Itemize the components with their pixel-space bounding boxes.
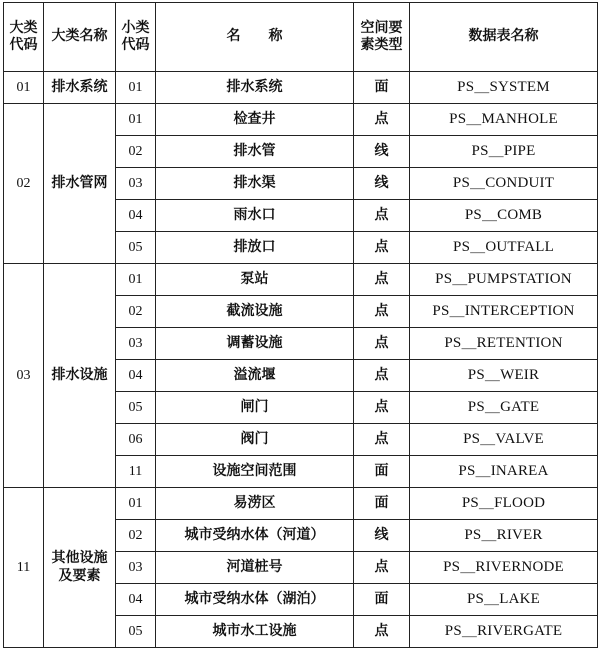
geometry-type-cell: 面 — [354, 72, 410, 104]
geometry-type-cell: 点 — [354, 264, 410, 296]
minor-code-cell: 05 — [116, 232, 156, 264]
table-name-cell: PS＿RETENTION — [410, 328, 598, 360]
geometry-type-cell: 线 — [354, 520, 410, 552]
name-cell: 城市受纳水体（河道） — [156, 520, 354, 552]
name-cell: 阀门 — [156, 424, 354, 456]
header-major-name: 大类名称 — [44, 3, 116, 72]
table-name-cell: PS＿RIVERNODE — [410, 552, 598, 584]
minor-code-cell: 06 — [116, 424, 156, 456]
geometry-type-cell: 点 — [354, 200, 410, 232]
name-cell: 溢流堰 — [156, 360, 354, 392]
geometry-type-cell: 线 — [354, 136, 410, 168]
minor-code-cell: 04 — [116, 360, 156, 392]
geometry-type-cell: 点 — [354, 360, 410, 392]
table-name-cell: PS＿MANHOLE — [410, 104, 598, 136]
name-cell: 检查井 — [156, 104, 354, 136]
table-row — [4, 488, 598, 520]
minor-code-cell: 04 — [116, 200, 156, 232]
geometry-type-cell: 点 — [354, 328, 410, 360]
name-cell: 城市水工设施 — [156, 616, 354, 648]
header-name: 名 称 — [156, 3, 354, 72]
header-minor-code: 小类代码 — [116, 3, 156, 72]
name-cell: 排水管 — [156, 136, 354, 168]
header-major-code: 大类代码 — [4, 3, 44, 72]
name-cell: 调蓄设施 — [156, 328, 354, 360]
table-name-cell: PS＿INAREA — [410, 456, 598, 488]
major-name-cell: 排水设施 — [44, 264, 116, 488]
name-cell: 截流设施 — [156, 296, 354, 328]
name-cell: 设施空间范围 — [156, 456, 354, 488]
major-code-cell: 11 — [4, 488, 44, 648]
minor-code-cell: 03 — [116, 168, 156, 200]
table-name-cell: PS＿SYSTEM — [410, 72, 598, 104]
table-name-cell: PS＿PUMPSTATION — [410, 264, 598, 296]
geometry-type-cell: 线 — [354, 168, 410, 200]
geometry-type-cell: 面 — [354, 456, 410, 488]
minor-code-cell: 02 — [116, 520, 156, 552]
minor-code-cell: 02 — [116, 136, 156, 168]
table-name-cell: PS＿FLOOD — [410, 488, 598, 520]
table-name-cell: PS＿GATE — [410, 392, 598, 424]
minor-code-cell: 02 — [116, 296, 156, 328]
table-row — [4, 104, 598, 136]
table-name-cell: PS＿VALVE — [410, 424, 598, 456]
table-name-cell: PS＿OUTFALL — [410, 232, 598, 264]
minor-code-cell: 01 — [116, 264, 156, 296]
table-name-cell: PS＿COMB — [410, 200, 598, 232]
header-row — [4, 3, 598, 72]
name-cell: 闸门 — [156, 392, 354, 424]
major-name-cell: 排水管网 — [44, 104, 116, 264]
major-name-cell: 排水系统 — [44, 72, 116, 104]
minor-code-cell: 05 — [116, 392, 156, 424]
geometry-type-cell: 面 — [354, 488, 410, 520]
major-code-cell: 01 — [4, 72, 44, 104]
table-name-cell: PS＿PIPE — [410, 136, 598, 168]
minor-code-cell: 03 — [116, 328, 156, 360]
minor-code-cell: 04 — [116, 584, 156, 616]
geometry-type-cell: 点 — [354, 616, 410, 648]
table-name-cell: PS＿WEIR — [410, 360, 598, 392]
table-name-cell: PS＿RIVERGATE — [410, 616, 598, 648]
geometry-type-cell: 面 — [354, 584, 410, 616]
table-name-cell: PS＿CONDUIT — [410, 168, 598, 200]
geometry-type-cell: 点 — [354, 424, 410, 456]
table-name-cell: PS＿INTERCEPTION — [410, 296, 598, 328]
table-name-cell: PS＿RIVER — [410, 520, 598, 552]
table-row — [4, 72, 598, 104]
minor-code-cell: 03 — [116, 552, 156, 584]
table-row — [4, 264, 598, 296]
header-geometry-type: 空间要素类型 — [354, 3, 410, 72]
classification-table — [3, 2, 598, 648]
name-cell: 排水系统 — [156, 72, 354, 104]
geometry-type-cell: 点 — [354, 552, 410, 584]
major-name-cell: 其他设施及要素 — [44, 488, 116, 648]
table-body — [4, 72, 598, 648]
minor-code-cell: 11 — [116, 456, 156, 488]
major-code-cell: 02 — [4, 104, 44, 264]
geometry-type-cell: 点 — [354, 296, 410, 328]
name-cell: 易涝区 — [156, 488, 354, 520]
name-cell: 排水渠 — [156, 168, 354, 200]
geometry-type-cell: 点 — [354, 104, 410, 136]
minor-code-cell: 01 — [116, 72, 156, 104]
header-table-name: 数据表名称 — [410, 3, 598, 72]
minor-code-cell: 01 — [116, 488, 156, 520]
geometry-type-cell: 点 — [354, 392, 410, 424]
major-code-cell: 03 — [4, 264, 44, 488]
geometry-type-cell: 点 — [354, 232, 410, 264]
name-cell: 雨水口 — [156, 200, 354, 232]
name-cell: 河道桩号 — [156, 552, 354, 584]
table-name-cell: PS＿LAKE — [410, 584, 598, 616]
name-cell: 排放口 — [156, 232, 354, 264]
minor-code-cell: 01 — [116, 104, 156, 136]
name-cell: 泵站 — [156, 264, 354, 296]
name-cell: 城市受纳水体（湖泊） — [156, 584, 354, 616]
minor-code-cell: 05 — [116, 616, 156, 648]
